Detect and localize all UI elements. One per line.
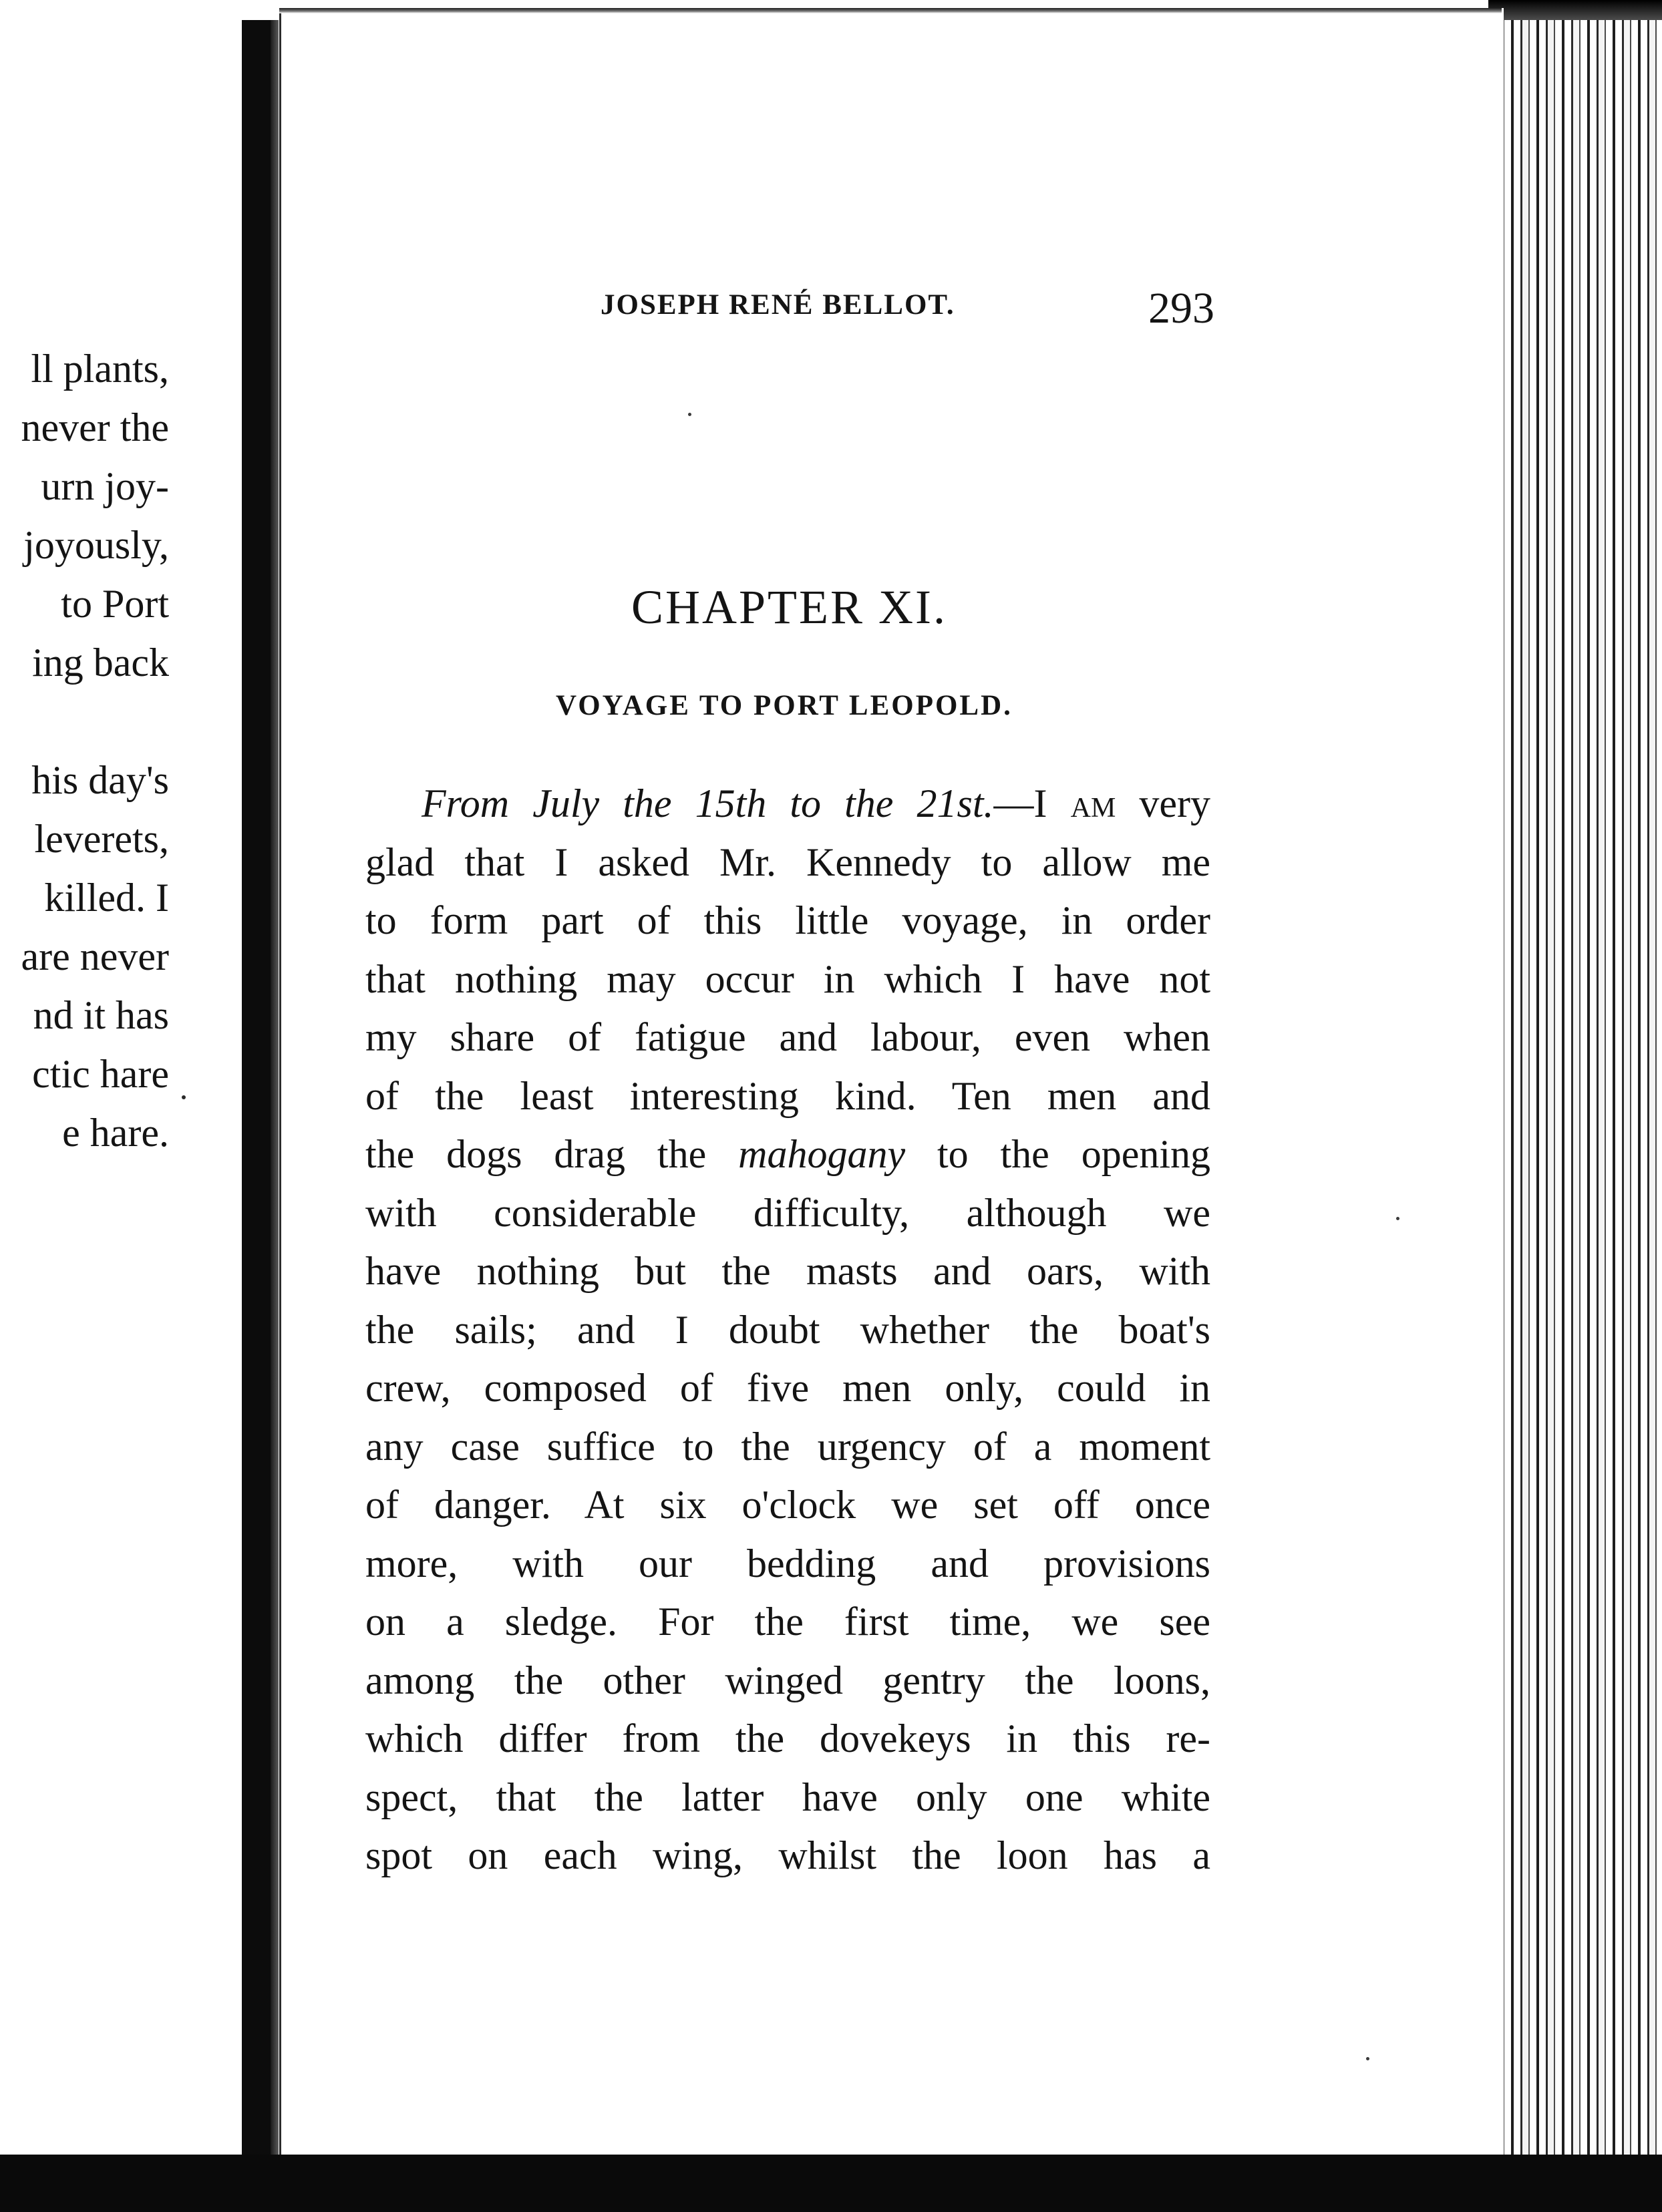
body-line: among the other winged gentry the loons, — [365, 1658, 1210, 1702]
left-page-line: ctic hare — [32, 1052, 169, 1096]
body-line: to form part of this little voyage, in order — [365, 898, 1210, 942]
running-title: JOSEPH RENÉ BELLOT. — [601, 289, 955, 321]
scan-border-bottom — [0, 2155, 1662, 2212]
body-line: spot on each wing, whilst the loon has a — [365, 1833, 1210, 1877]
body-line: on a sledge. For the first time, we see — [365, 1600, 1210, 1644]
stray-mark — [182, 1095, 186, 1099]
body-line: with considerable difficulty, although we — [365, 1190, 1210, 1235]
body-line: have nothing but the masts and oars, with — [365, 1249, 1210, 1293]
italic-line-after: to the opening — [905, 1132, 1211, 1176]
left-page-line: nd it has — [33, 993, 169, 1037]
page-top-edge — [279, 8, 1502, 13]
left-page-line: are never — [21, 934, 169, 978]
body-line: the sails; and I doubt whether the boat's — [365, 1307, 1210, 1352]
body-line-opening — [365, 775, 1210, 834]
date-lead: From July the 15th to the 21st. — [422, 781, 994, 825]
left-page-line: never the — [21, 405, 169, 449]
stray-mark — [1396, 1217, 1399, 1220]
em-dash: — — [993, 781, 1034, 825]
italic-word: mahogany — [738, 1132, 906, 1176]
left-page-line: urn joy- — [41, 464, 169, 508]
left-page-line: his day's — [31, 758, 169, 802]
stray-mark — [688, 413, 691, 416]
body-line-italic — [365, 1125, 1210, 1184]
stray-mark — [1366, 2057, 1369, 2060]
italic-line-before: the dogs drag the — [365, 1132, 739, 1176]
left-page-line: ll plants, — [31, 347, 169, 391]
small-caps-opening: I am — [1033, 781, 1116, 825]
body-line: that nothing may occur in which I have not — [365, 956, 1210, 1001]
left-page-line: e hare. — [62, 1111, 169, 1155]
body-line: any case suffice to the urgency of a moment — [365, 1424, 1210, 1469]
body-line: of the least interesting kind. Ten men and — [365, 1073, 1210, 1118]
page-number: 293 — [1148, 284, 1214, 333]
left-page-line: leverets, — [34, 817, 169, 861]
left-page-line: ing back — [32, 640, 169, 685]
body-line: of danger. At six o'clock we set off once — [365, 1483, 1210, 1527]
left-page-line: to Port — [61, 582, 169, 626]
body-text — [365, 775, 1210, 1885]
left-page-line: killed. I — [44, 876, 169, 920]
chapter-subtitle: VOYAGE TO PORT LEOPOLD. — [556, 690, 1013, 721]
running-head — [601, 284, 1269, 333]
body-line: spect, that the latter have only one white — [365, 1775, 1210, 1819]
body-line: my share of fatigue and labour, even when — [365, 1015, 1210, 1059]
chapter-title: CHAPTER XI. — [631, 580, 948, 634]
body-line: more, with our bedding and provisions — [365, 1541, 1210, 1586]
gutter-shadow — [271, 20, 279, 2212]
left-page-line: joyously, — [23, 523, 169, 567]
previous-page-fragment — [0, 0, 244, 2212]
body-line: which differ from the dovekeys in this re- — [365, 1716, 1210, 1761]
fore-edge-page-stack — [1488, 20, 1662, 2177]
body-line: glad that I asked Mr. Kennedy to allow me — [365, 840, 1210, 884]
body-line: crew, composed of five men only, could in — [365, 1366, 1210, 1410]
opening-rest: very — [1116, 781, 1210, 825]
